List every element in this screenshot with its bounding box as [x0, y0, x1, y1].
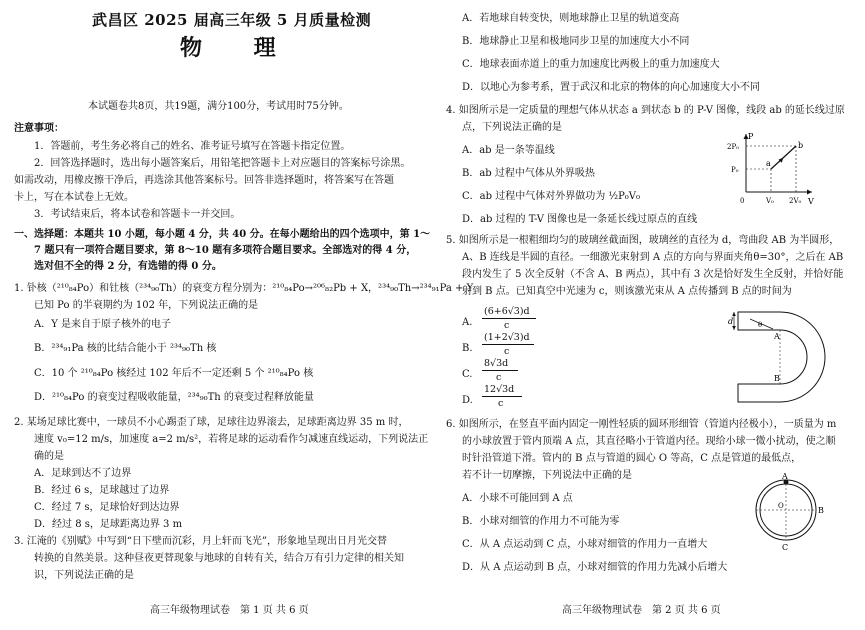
question-4-option: D．ab 过程的 T-V 图像也是一条延长线过原点的直线 — [462, 214, 698, 225]
question-3-option: A．若地球自转变快，则地球静止卫星的轨道变高 — [462, 13, 680, 24]
question-6-stem: 若不计一切摩擦，下列说法中正确的是 — [462, 470, 632, 481]
question-5-stem: 段内发生了 5 次全反射（不含 A、B 两点），其中有 3 次是恰好发生全反射，并恰好能 — [462, 269, 844, 280]
angle-label: θ — [758, 321, 763, 329]
question-2-option: C．经过 7 s，足球恰好到达边界 — [34, 502, 180, 513]
question-3-option: C．地球表面赤道上的重力加速度比两极上的重力加速度大 — [462, 59, 720, 70]
point-a-label: A — [782, 472, 788, 481]
axis-label-v: V — [808, 197, 814, 206]
notes-heading: 注意事项： — [14, 123, 64, 134]
note-line: 3．考试结束后，将本试卷和答题卡一并交回。 — [34, 209, 241, 220]
question-2-stem: 速度 v₀=12 m/s，加速度 a=2 m/s²，若将足球的运动看作匀减速直线运动，下列说法正 — [34, 434, 429, 445]
question-5-stem: 射到 B 点。已知真空中光速为 c，则该激光束从 A 点传播到 B 点的时间为 — [462, 286, 792, 297]
tick-2v0: 2V₀ — [789, 197, 802, 205]
question-6-option: B．小球对细管的作用力不可能为零 — [462, 516, 620, 527]
question-4-stem: 4. 如图所示是一定质量的理想气体从状态 a 到状态 b 的 P-V 图像，线段 ab 的延长线过原 — [446, 105, 845, 116]
question-2-option: B．经过 6 s，足球越过了边界 — [34, 485, 170, 496]
question-5-stem: 5. 如图所示是一根粗细均匀的玻璃丝截面图，玻璃丝的直径为 d，弯曲段 AB 为半圆形， — [446, 235, 840, 246]
note-line: 如需改动，用橡皮擦干净后，再选涂其他答案标号。回答非选择题时，将答案写在答题 — [14, 175, 394, 186]
question-2-option: D．经过 8 s，足球距离边界 3 m — [34, 519, 183, 530]
question-3-option: B．地球静止卫星和极地同步卫星的加速度大小不同 — [462, 36, 690, 47]
question-6-stem: 6. 如图所示，在竖直平面内固定一刚性轻质的圆环形细管（管道内径极小），一质量为 m — [446, 419, 837, 430]
diameter-label: d — [728, 317, 734, 326]
exam-page-2: A．若地球自转变快，则地球静止卫星的轨道变高 B．地球静止卫星和极地同步卫星的加速度大小不同 C．地球表面赤道上的重力加速度比两极上的重力加速度大 D．以地心为参考系，置于武汉和北京的物体的向心加速度大小不同 4. 如图所示是一定质量的理想气体从状态 a 到状态 b 的 P-V 图像，线段 ab 的延长线过原 点，下列说法正确的是 A．ab 是一条等温线 B．ab 过程中气体从外界吸热 C．ab 过程中气体对外界做功为 ½P₀V₀ D．ab 过程的 T-V 图像也是一条延长线过原点的直线 P V 2P₀ P₀ 0 V₀ 2V₀ a b 5. 如图所示是一根粗细均匀的玻璃丝截面图，玻璃丝的直径为 d，弯曲段 AB 为半圆形， A、B 连线是半圆的直径。一细激光束射到 A 点的方向与界面夹角θ=30°，之后在 AB 段内发生了 5 次全反射（不含 A、B 两点），其中有 3 次是恰好发生全反射，并恰好能 射到 B 点。已知真空中光速为 c，则该激光束从 A 点传播到 B 点的时间为 A. (6+6√3)d c B. (1+2√3)d c C. 8√3d c D. 12√3d c d θ A B 6. 如图所示，在竖直平面内固定一刚性轻质的圆环形细管（管道内径极小），一质量为 m 的小球放置于管内顶端 A 点，其直径略小于管道内径。现给小球一微小扰动，使之顺 时针沿管道下滑。管内的 B 点与管道的圆心 O 等高，C 点是管道的最低点， 若不计一切摩擦，下列说法中正确的是 A．小球不可能回到 A 点 B．小球对细管的作用力不可能为零 C．从 A 点运动到 C 点，小球对细管的作用力一直增大 D．从 A 点运动到 B 点，小球对细管的作用力先减小后增大 A B C O 高三年级物理试卷 第 2 页 共 6 页 — [446, 13, 845, 616]
question-2-stem: 2. 某场足球比赛中，一球员不小心踢歪了球，足球往边界滚去，足球距离边界 35 m 时， — [14, 417, 409, 428]
origin-label: 0 — [740, 197, 745, 205]
point-a-label: A — [774, 332, 780, 341]
page-footer: 高三年级物理试卷 第 2 页 共 6 页 — [562, 605, 721, 616]
section-instructions: 7 题只有一项符合题目要求，第 8～10 题有多项符合题目要求。全部选对的得 4 分， — [34, 245, 417, 256]
pv-diagram — [726, 130, 816, 208]
question-1-option: D．²¹⁰₈₄Po 的衰变过程吸收能量，²³⁴₉₀Th 的衰变过程释放能量 — [34, 392, 314, 403]
point-b-label: B — [774, 374, 780, 383]
section-instructions: 一、选择题：本题共 10 小题，每小题 4 分，共 40 分。在每小题给出的四个选项中，第 1～ — [14, 229, 431, 240]
page-footer: 高三年级物理试卷 第 1 页 共 6 页 — [150, 605, 309, 616]
question-3-stem: 3. 江淹的《别赋》中写到“日下壁而沉彩，月上轩而飞光”，形象地呈现出日月光交替 — [14, 536, 387, 547]
question-1-option: B．²³⁴₉₁Pa 核的比结合能小于 ²³⁴₉₀Th 核 — [34, 343, 217, 354]
question-3-stem: 转换的自然美景。这种昼夜更替现象与地球的自转有关，结合万有引力定律的相关知 — [34, 553, 404, 564]
point-c-label: C — [782, 543, 789, 552]
question-6-stem: 的小球放置于管内顶端 A 点，其直径略小于管道内径。现给小球一微小扰动，使之顺 — [462, 436, 836, 447]
glass-fiber-diagram — [728, 306, 838, 408]
tick-p0: P₀ — [731, 166, 739, 174]
question-4-option: C．ab 过程中气体对外界做功为 ½P₀V₀ — [462, 191, 641, 202]
state-b-label: b — [798, 141, 804, 150]
question-4-stem: 点，下列说法正确的是 — [462, 122, 562, 133]
question-1-stem: 已知 Po 的半衰期约为 102 年，下列说法正确的是 — [34, 300, 259, 311]
question-4-option: A．ab 是一条等温线 — [462, 145, 555, 156]
center-o-label: O — [778, 502, 784, 510]
question-3-option: D．以地心为参考系，置于武汉和北京的物体的向心加速度大小不同 — [462, 82, 761, 93]
question-1-option: C．10 个 ²¹⁰₈₄Po 核经过 102 年后不一定还剩 5 个 ²¹⁰₈₄Po 核 — [34, 368, 314, 379]
question-6-option: A．小球不可能回到 A 点 — [462, 493, 573, 504]
exam-intro: 本试题卷共8页，共19题，满分100分，考试用时75分钟。 — [88, 101, 349, 112]
question-6-stem: 时针沿管道下滑。管内的 B 点与管道的圆心 O 等高，C 点是管道的最低点， — [462, 453, 802, 464]
note-line: 卡上，写在本试卷上无效。 — [14, 192, 134, 203]
note-line: 2．回答选择题时，选出每小题答案后，用铅笔把答题卡上对应题目的答案标号涂黑。 — [34, 158, 411, 169]
question-3-stem: 识，下列说法正确的是 — [34, 570, 134, 581]
question-2-option: A．足球到达不了边界 — [34, 468, 132, 479]
state-a-label: a — [766, 159, 771, 168]
question-5-stem: A、B 连线是半圆的直径。一细激光束射到 A 点的方向与界面夹角θ=30°，之后在 AB — [462, 252, 844, 263]
point-b-label: B — [818, 506, 824, 515]
exam-title: 武昌区 2025 届高三年级 5 月质量检测 — [92, 11, 372, 29]
section-instructions: 选对但不全的得 2 分，有选错的得 0 分。 — [34, 261, 222, 272]
tick-v0: V₀ — [766, 197, 774, 205]
axis-label-p: P — [748, 132, 754, 141]
tick-2p0: 2P₀ — [727, 143, 739, 151]
note-line: 1．答题前，考生务必将自己的姓名、准考证号填写在答题卡指定位置。 — [34, 141, 351, 152]
question-6-option: D．从 A 点运动到 B 点，小球对细管的作用力先减小后增大 — [462, 562, 728, 573]
ring-tube-diagram — [744, 472, 834, 552]
question-6-option: C．从 A 点运动到 C 点，小球对细管的作用力一直增大 — [462, 539, 708, 550]
question-1-option: A．Y 是来自于原子核外的电子 — [34, 319, 172, 330]
question-4-option: B．ab 过程中气体从外界吸热 — [462, 168, 595, 179]
question-1-stem: 1. 钋核（²¹⁰₈₄Po）和钍核（²³⁴₉₀Th）的衰变方程分别为：²¹⁰₈₄Po→²⁰⁶₈₂Pb + X，²³⁴₉₀Th→²³⁴₉₁Pa + Y — [14, 283, 474, 294]
question-2-stem: 确的是 — [34, 451, 64, 462]
subject-title: 物 理 — [180, 35, 298, 61]
